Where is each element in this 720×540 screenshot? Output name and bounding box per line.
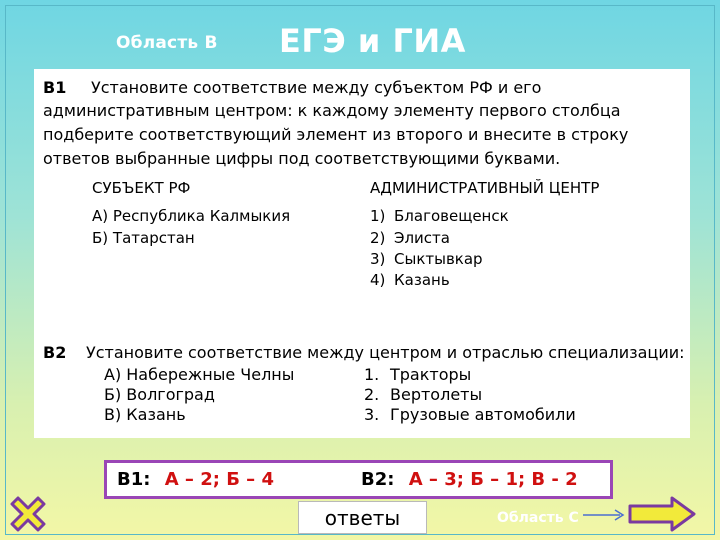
- b2-right-item: Грузовые автомобили: [390, 405, 576, 424]
- b1-left-item: А) Республика Калмыкия: [92, 207, 291, 225]
- answers-button[interactable]: ответы: [298, 501, 427, 534]
- b1-right-item: Благовещенск: [394, 207, 509, 225]
- b2-right-item: Тракторы: [390, 365, 472, 384]
- area-c-link[interactable]: Область С: [497, 510, 579, 526]
- b1-answer: [117, 469, 274, 490]
- b2-label: В2: [43, 343, 67, 362]
- b2-left-item: А) Набережные Челны: [104, 365, 295, 384]
- b1-right-item: Казань: [394, 271, 450, 289]
- close-x-icon[interactable]: [6, 492, 50, 536]
- b1-label: В1: [43, 78, 67, 97]
- b2-answer-value: А – 3; Б – 1; В - 2: [408, 469, 578, 490]
- b1-right-num: 1): [370, 207, 386, 225]
- question-panel: [34, 69, 690, 438]
- b2-answer: [361, 469, 578, 490]
- b2-right-num: 3.: [364, 405, 380, 424]
- b1-question-line-3: подберите соответствующий элемент из второго и внесите в строку: [43, 125, 629, 144]
- b1-right-item: Сыктывкар: [394, 250, 483, 268]
- b1-left-item: Б) Татарстан: [92, 229, 195, 247]
- b2-left-item: Б) Волгоград: [104, 385, 215, 404]
- b2-left-item: В) Казань: [104, 405, 186, 424]
- b1-col1-header: СУБЪЕКТ РФ: [92, 179, 191, 197]
- b2-right-item: Вертолеты: [390, 385, 483, 404]
- b1-right-num: 2): [370, 229, 386, 247]
- b1-question-line-4: ответов выбранные цифры под соответствующими буквами.: [43, 149, 561, 168]
- b1-question-line-2: административным центром: к каждому элементу первого столбца: [43, 101, 621, 120]
- b1-col2-header: АДМИНИСТРАТИВНЫЙ ЦЕНТР: [370, 179, 600, 197]
- b1-answer-key: В1:: [117, 469, 151, 490]
- b1-question-line-1: Установите соответствие между субъектом РФ и его: [91, 78, 542, 97]
- page-title: ЕГЭ и ГИА: [279, 22, 466, 60]
- b1-right-num: 4): [370, 271, 386, 289]
- b2-question: Установите соответствие между центром и отраслью специализации:: [86, 343, 685, 362]
- b2-right-num: 1.: [364, 365, 380, 384]
- next-arrow-icon[interactable]: [626, 494, 698, 534]
- b1-right-num: 3): [370, 250, 386, 268]
- b2-answer-key: В2:: [361, 469, 395, 490]
- answers-box: [104, 460, 613, 499]
- b1-right-item: Элиста: [394, 229, 450, 247]
- b1-answer-value: А – 2; Б – 4: [164, 469, 274, 490]
- b2-right-num: 2.: [364, 385, 380, 404]
- arrow-right-icon[interactable]: [582, 508, 626, 522]
- area-b-label: Область В: [116, 33, 218, 53]
